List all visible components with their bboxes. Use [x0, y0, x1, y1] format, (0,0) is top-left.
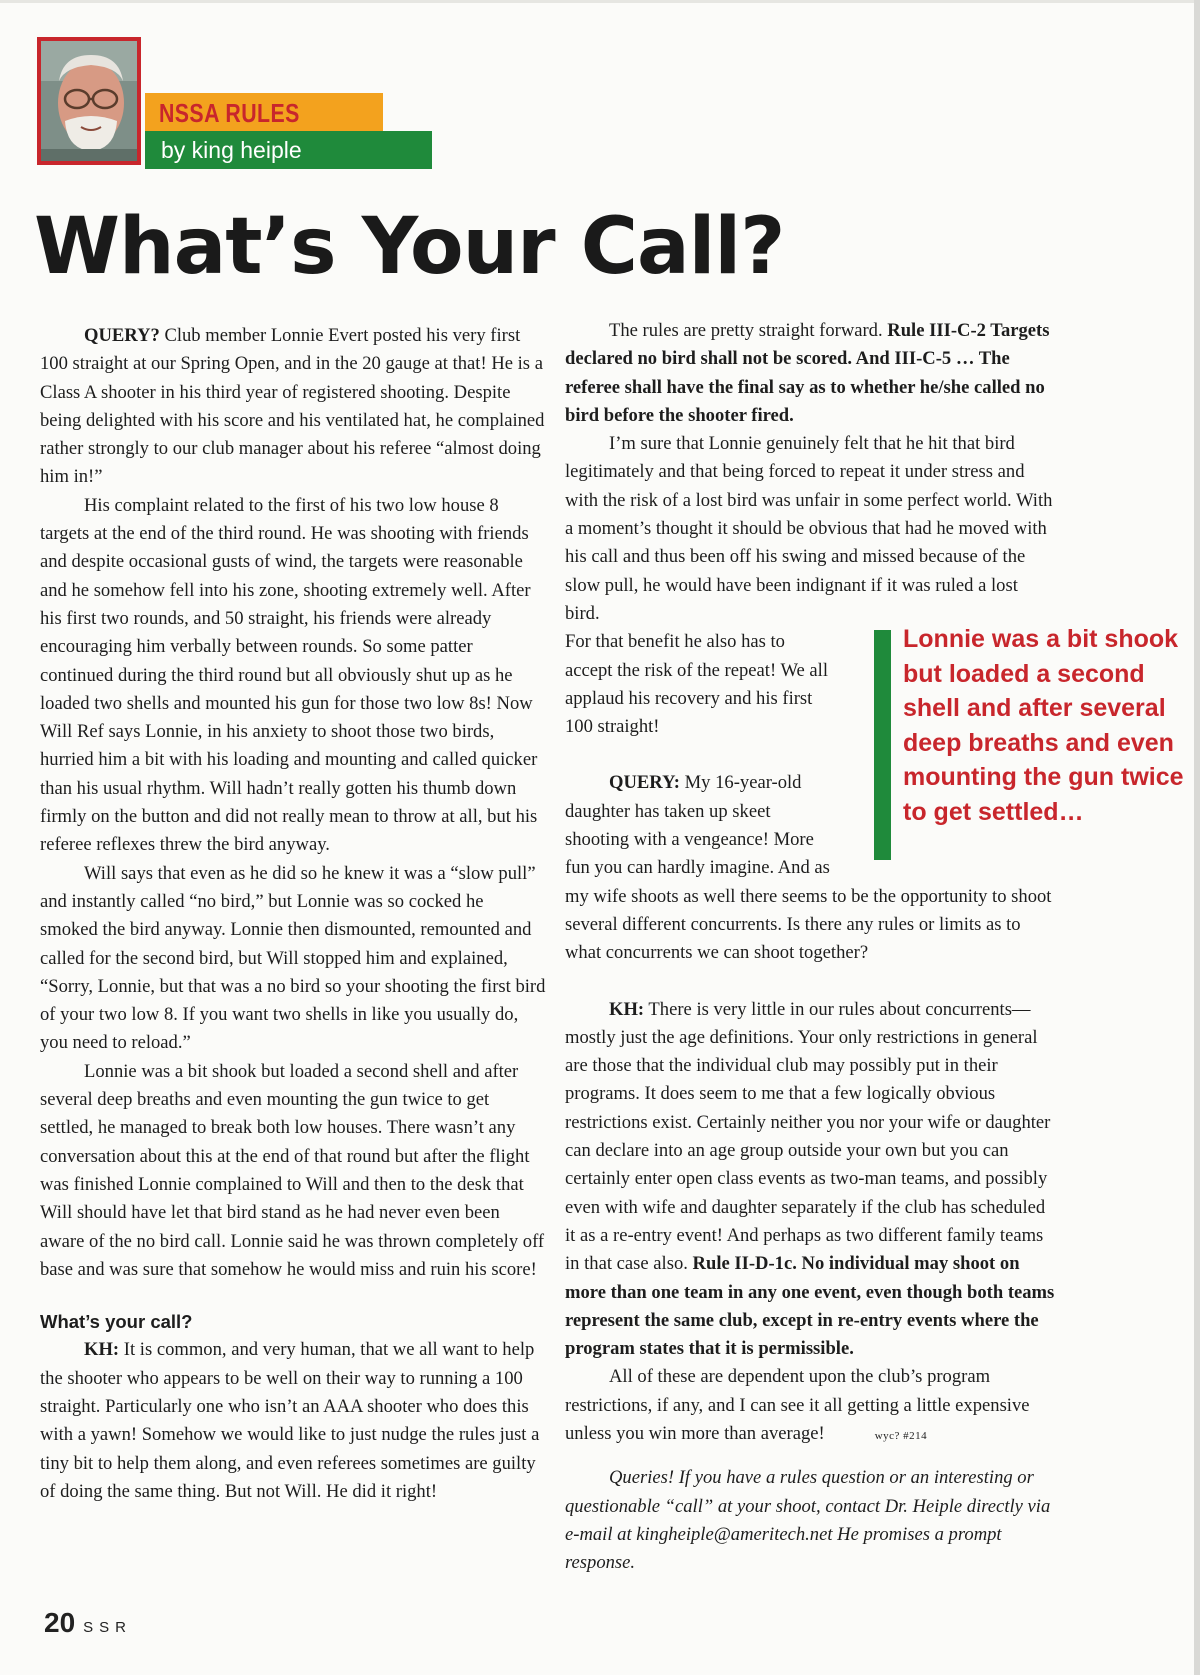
right-column [565, 317, 1057, 1577]
rules-bold: Rule III-C-2 Targets declared no bird shall not be scored. And III-C-5 … The referee shall have the final say as to whether he/she called no bird before the shooter fired. [565, 320, 1050, 426]
paragraph-kh-answer [40, 1336, 546, 1506]
paragraph-dependent [565, 1363, 1057, 1450]
paragraph-contact: Queries! If you have a rules question or an interesting or questionable “call” at your shoot, contact Dr. Heiple directly via e-mail at kingheiple@ameritech.net He promises a prompt response. [565, 1467, 1051, 1574]
section-label-banner [145, 93, 383, 131]
section-label: NSSA RULES [159, 98, 300, 128]
portrait-illustration [41, 41, 137, 161]
query-2-lead: QUERY: [609, 772, 680, 794]
left-column [40, 322, 546, 1506]
paragraph-kh-concurrents [565, 996, 1057, 1364]
spacer [565, 1450, 1057, 1464]
kh-lead: KH: [84, 1339, 120, 1361]
paragraph-shook: Lonnie was a bit shook but loaded a second shell and after several deep breaths and even mounting the gun twice to get settled, he managed to break both low houses. There wasn’t any conversation about this at the end of that round but after the flight was finished Lonnie complained to Will and then to the desk that Will should have let that bird stand as he had never even been aware of the no bird call. Lonnie said he was thrown completely off base and was sure that somehow he would miss and ruin his score! [40, 1060, 545, 1280]
query-lead: QUERY? [84, 325, 160, 346]
article-title: What’s Your Call? [34, 202, 785, 292]
dependent-text: All of these are dependent upon the club’s program restrictions, if any, and I can see it all getting a little expensive unless you win more than average! [565, 1366, 1030, 1444]
byline-banner [145, 131, 432, 169]
paragraph-query-2-cont: my wife shoots as well there seems to be the opportunity to shoot several different concurrents. Is there any rules or limits as to what concurrents we can shoot together? [565, 885, 1052, 964]
pull-quote-bar [874, 630, 891, 860]
paragraph-genuinely: I’m sure that Lonnie genuinely felt that he hit that bird legitimately and that being forced to repeat it under stress and with the risk of a lost bird was unfair in some perfect world. With a moment’s thought it should be obvious that had he moved with his call and thus been off his swing and missed because of the slow pull, he would have been indignant if it was ruled a lost bird. [565, 433, 1053, 624]
rule-2-bold: Rule II-D-1c. No individual may shoot on more than one team in any one event, even though both teams represent the same club, except in re-entry events where the program states that it is permissible. [565, 1253, 1055, 1360]
magazine-name: SSR [83, 1619, 132, 1636]
pull-quote: Lonnie was a bit shook but loaded a second shell and after several deep breaths and even mounting the gun twice to get settled… [903, 625, 1184, 826]
paragraph-rules [565, 317, 1057, 430]
page-number: 20 [44, 1607, 76, 1638]
kh-2-lead: KH: [609, 998, 645, 1020]
rules-intro: The rules are pretty straight forward. [609, 320, 888, 341]
page-footer [44, 1607, 132, 1639]
paragraph-benefit: For that benefit he also has to accept the risk of the repeat! We all applaud his recovery and his first 100 straight! [565, 631, 828, 738]
query-text: Club member Lonnie Evert posted his very first 100 straight at our Spring Open, and in the 20 gauge at that! He is a Class A shooter in his third year of registered shooting. Despite being delighted with his score and his ventilated hat, he complained rather strongly to our club manager about his referee “almost doing him in!” [40, 325, 545, 488]
paragraph-slow-pull: Will says that even as he did so he knew it was a “slow pull” and instantly called “no bird,” but Lonnie was so cocked he smoked the bird anyway. Lonnie then dismounted, remounted and called for the second bird, but Will stopped him and explained, “Sorry, Lonnie, but that was a no bird so your shooting the first bird of your two low 8. If you want two shells in like you usually do, you need to reload.” [40, 862, 546, 1054]
spacer [565, 968, 1057, 996]
paragraph-complaint: His complaint related to the first of his two low house 8 targets at the end of the third round. He was shooting with friends and despite occasional gusts of wind, the targets were reasonable and he somehow fell into his zone, shooting extremely well. After his first two rounds, and 50 straight, his friends were already encouraging him verbally between rounds. So some patter continued during the third round but all obviously shut up as he loaded two shells and mounted his gun for those two low 8s! Now Will Ref says Lonnie, in his anxiety to shoot those two birds, hurried him a bit with his loading and mounting and called quicker than his usual rhythm. Will hadn’t really gotten his thumb down firmly on the button and did not really mean to throw at all, but his referee reflexes threw the bird anyway. [40, 494, 538, 856]
kh-2-text: There is very little in our rules about concurrents—mostly just the age definitions. Your only restrictions in general are those that the individual club may possibly put in their programs. It does seem to me that a few logically obvious restrictions exist. Certainly neither you nor your wife or daughter can declare into an age group outside your own but you can certainly enter open class events as two-man teams, and possibly even with wife and daughter separately if the club has scheduled it as a re-entry event! And perhaps as two different family teams in that case also. [565, 998, 1051, 1275]
ref-tag: wyc? #214 [874, 1429, 928, 1442]
page-edge [1194, 0, 1200, 1675]
byline: by king heiple [161, 137, 302, 163]
top-edge [0, 0, 1200, 3]
query-2-text: My 16-year-old daughter has taken up skeet shooting with a vengeance! More fun you can hardly imagine. And as [565, 772, 830, 879]
paragraph-query-2 [565, 769, 835, 882]
author-photo [37, 37, 141, 165]
paragraph-query-1 [40, 322, 546, 492]
subhead-whats-your-call: What’s your call? [40, 1311, 193, 1333]
kh-text: It is common, and very human, that we all want to help the shooter who appears to be well on their way to running a 100 straight. Particularly one who isn’t an AAA shooter who does this with a yawn! Somehow we would like to just nudge the rules just a tiny bit to help them along, and even referees sometimes are guilty of doing the same thing. But not Will. He did it right! [40, 1339, 540, 1502]
